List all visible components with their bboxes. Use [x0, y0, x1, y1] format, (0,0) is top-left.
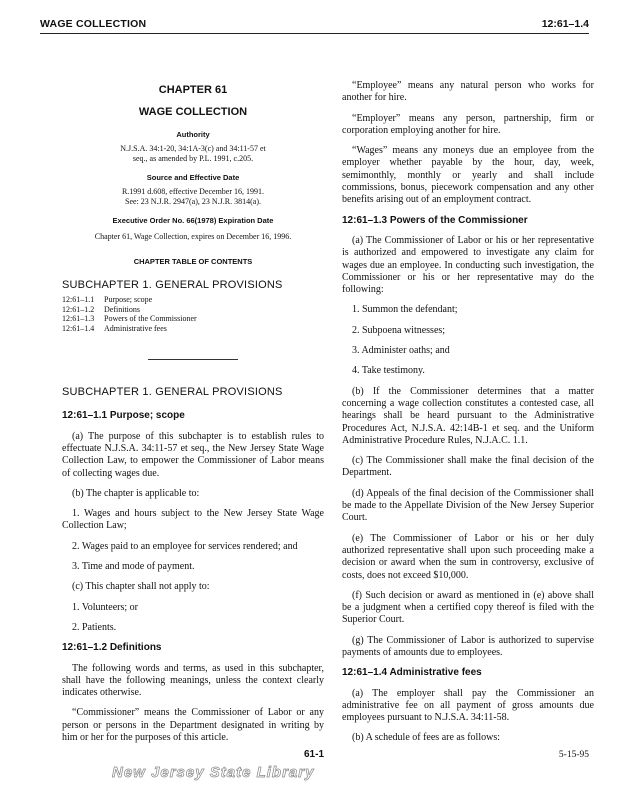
toc-item-number: 12:61–1.4 [62, 323, 95, 333]
chapter-title: WAGE COLLECTION [138, 106, 248, 119]
source-line: R.1991 d.608, effective December 16, 1991. [121, 187, 265, 197]
definition-commissioner: “Commissioner” means the Commissioner of Labor or any person or persons in the Department designated in writing by him or her for the purposes of this article. [62, 707, 324, 744]
paragraph: (f) Such decision or award as mentioned in (e) above shall be a judgment when a certified copy thereof is filed with the Superior Court. [342, 589, 594, 626]
authority-text [62, 144, 324, 164]
section-heading-1-4: 12:61–1.4 Administrative fees [342, 667, 482, 679]
paragraph: (a) The purpose of this subchapter is to establish rules to effectuate N.J.S.A. 34:11-57 et seq., the New Jersey State Wage Collection Law, to empower the Commissioner of Labor means of collecting wages due. [62, 430, 324, 479]
list-item: 2. Subpoena witnesses; [352, 324, 446, 336]
definition-wages: “Wages” means any moneys due an employee from the employer whether payable by the hour, day, week, semimonthly, monthly or yearly and shall include commissions, bonus, piecework compensation and any other benefits arising out of an employment contract. [342, 145, 594, 206]
paragraph: (a) The employer shall pay the Commissioner an administrative fee on all payment of gross amounts due employees pursuant to N.J.S.A. 34:11-58. [342, 687, 594, 724]
definition-employer: “Employer” means any person, partnership, firm or corporation employing another for hire. [342, 112, 594, 136]
list-item: 3. Time and mode of payment. [72, 561, 195, 573]
toc-item[interactable] [62, 324, 324, 334]
toc-subchapter-heading: SUBCHAPTER 1. GENERAL PROVISIONS [62, 278, 283, 291]
toc-item[interactable] [62, 314, 324, 324]
left-column [62, 80, 324, 752]
toc-item-number: 12:61–1.2 [62, 304, 95, 314]
paragraph: (b) The chapter is applicable to: [72, 487, 200, 499]
list-item: 2. Wages paid to an employee for services rendered; and [72, 540, 298, 552]
library-watermark: New Jersey State Library [112, 764, 315, 781]
toc-item-title: Administrative fees [104, 323, 167, 333]
list-item: 1. Volunteers; or [72, 601, 139, 613]
toc-item-title: Purpose; scope [104, 295, 153, 305]
paragraph: (e) The Commissioner of Labor or his or her duly authorized representative shall upon such proceeding make a decision or award when the sum in controversy, exclusive of costs, does not exceed $10,000. [342, 532, 594, 581]
source-heading: Source and Effective Date [146, 172, 240, 182]
list-item: 3. Administer oaths; and [352, 345, 450, 357]
revision-date: 5-15-95 [558, 750, 589, 760]
paragraph: The following words and terms, as used in this subchapter, shall have the following meanings, unless the context clearly indicates otherwise. [62, 662, 324, 699]
section-divider [148, 359, 238, 360]
toc-heading: CHAPTER TABLE OF CONTENTS [133, 257, 253, 267]
toc-item-number: 12:61–1.3 [62, 314, 95, 324]
header-rule [40, 33, 589, 34]
list-item: 4. Take testimony. [352, 365, 425, 377]
paragraph: (a) The Commissioner of Labor or his or her representative is authorized and empowered to investigate any claim for wages due an employee. In conducting such investigation, the Commissioner or his or her representative may do the following: [342, 234, 594, 296]
page-number: 61-1 [304, 749, 325, 760]
list-item: 1. Summon the defendant; [352, 304, 458, 316]
header-section-number: 12:61–1.4 [541, 18, 589, 30]
list-item: 2. Patients. [72, 621, 117, 633]
running-header [40, 18, 589, 32]
paragraph: (g) The Commissioner of Labor is authorized to supervise payments of amounts due to employees. [342, 634, 594, 658]
toc-item-title: Powers of the Commissioner [104, 314, 197, 324]
toc-item-title: Definitions [104, 304, 140, 314]
source-text [62, 187, 324, 207]
right-column [342, 80, 594, 753]
definition-employee: “Employee” means any natural person who works for another for hire. [342, 80, 594, 104]
authority-line: seq., as amended by P.L. 1991, c.205. [132, 153, 254, 163]
paragraph: (b) If the Commissioner determines that a matter concerning a wage collection constitutes a contested case, all hearings shall be heard pursuant to the Administrative Procedures Act, N.J.S.A. 42:14B-1 et seq. and the Uniform Administrative Procedure Rules, N.J.A.C. 1.1. [342, 385, 594, 446]
paragraph: (d) Appeals of the final decision of the Commissioner shall be made to the Appellate Division of the New Jersey Superior Court. [342, 487, 594, 524]
list-item: 1. Wages and hours subject to the New Jersey State Wage Collection Law; [62, 508, 324, 532]
header-title: WAGE COLLECTION [40, 18, 147, 30]
toc-item[interactable] [62, 305, 324, 315]
subchapter-heading: SUBCHAPTER 1. GENERAL PROVISIONS [62, 386, 283, 399]
authority-heading: Authority [176, 129, 210, 139]
executive-order-text: Chapter 61, Wage Collection, expires on December 16, 1996. [94, 232, 292, 242]
toc-item[interactable] [62, 295, 324, 305]
table-of-contents [62, 295, 324, 333]
section-heading-1-3: 12:61–1.3 Powers of the Commissioner [342, 214, 528, 226]
chapter-number: CHAPTER 61 [158, 84, 228, 96]
section-heading-1-2: 12:61–1.2 Definitions [62, 642, 162, 654]
toc-item-number: 12:61–1.1 [62, 295, 95, 305]
source-line: See: 23 N.J.R. 2947(a), 23 N.J.R. 3814(a). [125, 197, 261, 207]
paragraph: (c) The Commissioner shall make the final decision of the Department. [342, 455, 594, 479]
executive-order-heading: Executive Order No. 66(1978) Expiration Date [112, 216, 274, 226]
section-heading-1-1: 12:61–1.1 Purpose; scope [62, 410, 185, 422]
paragraph: (b) A schedule of fees are as follows: [352, 732, 501, 744]
authority-line: N.J.S.A. 34:1-20, 34:1A-3(c) and 34:11-57 et [120, 143, 266, 153]
paragraph: (c) This chapter shall not apply to: [72, 581, 210, 593]
